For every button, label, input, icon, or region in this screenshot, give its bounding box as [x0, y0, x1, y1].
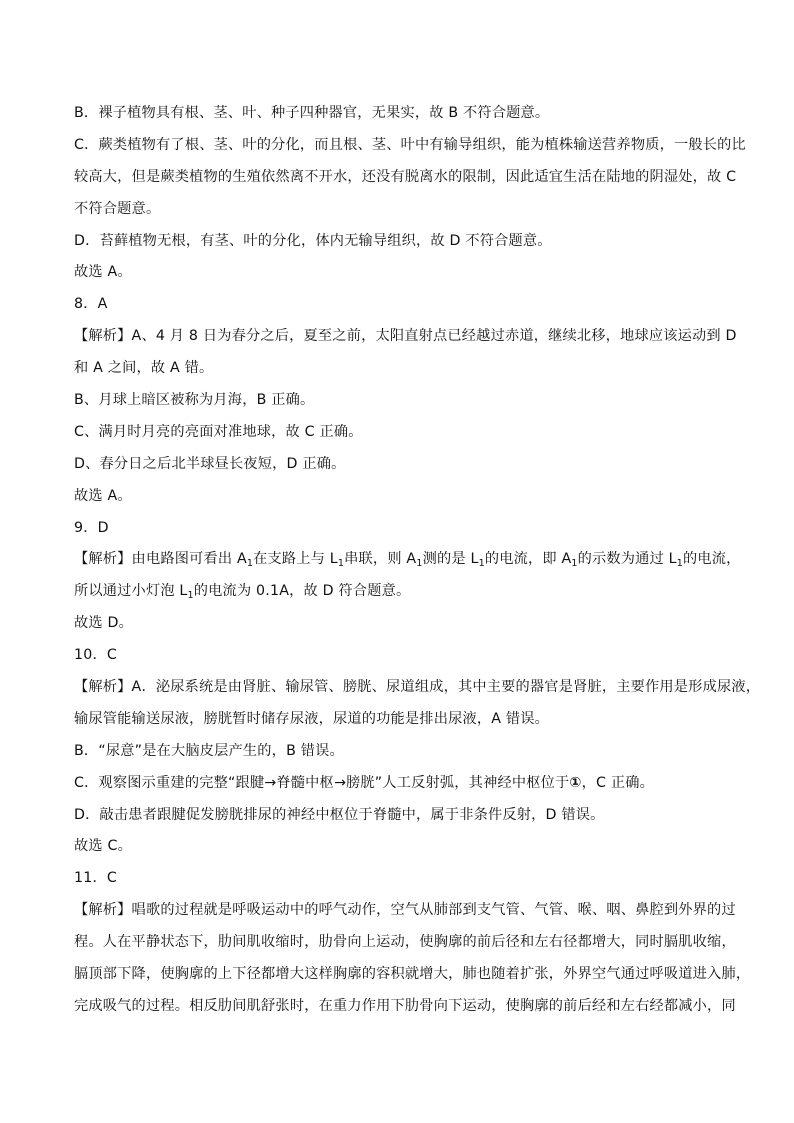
text-line: B．裸子植物具有根、茎、叶、种子四种器官，无果实，故 B 不符合题意。 — [74, 105, 550, 121]
text-span: 所以通过小灯泡 L — [74, 583, 188, 600]
text-line: 较高大，但是蕨类植物的生殖依然离不开水，还没有脱离水的限制，因此适宜生活在陆地的阴湿处，故 C — [74, 168, 737, 185]
text-line: C、满月时月亮的亮面对准地球，故 C 正确。 — [74, 423, 363, 440]
text-span: C．观察图示重建的完整“跟腱→脊髓中枢→膀胱”人工反射弧，其神经中枢位于 — [74, 774, 570, 791]
circled-number-symbol: ① — [569, 774, 582, 791]
subscript: 1 — [187, 590, 194, 602]
text-line: B、月球上暗区被称为月海，B 正确。 — [74, 392, 315, 409]
text-line: 故选 C。 — [74, 838, 132, 855]
text-line: 【解析】唱歌的过程就是呼吸运动中的呼气动作，空气从肺部到支气管、气管、喉、咽、鼻腔到外界的过 — [74, 902, 736, 919]
text-line: C．蕨类植物有了根、茎、叶的分化，而且根、茎、叶中有输导组织，能为植株输送营养物质，一般长的比 — [74, 136, 746, 153]
text-line: 【解析】A．泌尿系统是由肾脏、输尿管、膀胱、尿道组成，其中主要的器官是肾脏，主要作用是形成尿液， — [74, 679, 761, 696]
text-span: 的示数为通过 L — [577, 551, 677, 568]
subscript: 1 — [676, 558, 684, 570]
question-number: 9．D — [74, 519, 109, 536]
text-line: 不符合题意。 — [74, 200, 161, 217]
text-line: 完成吸气的过程。相反肋间肌舒张时，在重力作用下肋骨向下运动，使胸廓的前后经和左右经都减小，同 — [74, 997, 736, 1014]
text-line: 程。人在平静状态下，肋间肌收缩时，肋骨向上运动，使胸廓的前后径和左右径都增大，同时膈肌收缩， — [74, 934, 736, 951]
subscript: 1 — [478, 558, 485, 570]
text-span: 在支路上与 L — [253, 551, 338, 568]
text-line: 故选 A。 — [74, 487, 132, 504]
subscript: 1 — [337, 558, 345, 570]
text-line: 输尿管能输送尿液，膀胱暂时储存尿液，尿道的功能是排出尿液，A 错误。 — [74, 710, 550, 727]
question-number: 10．C — [74, 647, 117, 664]
subscript: 1 — [246, 558, 254, 570]
text-line: 故选 A。 — [74, 264, 132, 281]
question-number: 8．A — [74, 296, 108, 313]
text-line-with-subscripts — [74, 576, 724, 608]
text-span: 串联，则 A — [344, 551, 417, 568]
text-line: 和 A 之间，故 A 错。 — [74, 360, 214, 377]
question-number: 11．C — [74, 870, 117, 887]
subscript: 1 — [416, 558, 423, 570]
text-line: B．“尿意”是在大脑皮层产生的，B 错误。 — [74, 742, 344, 759]
text-line: D．敲击患者跟腱促发膀胱排尿的神经中枢位于脊髓中，属于非条件反射，D 错误。 — [74, 806, 605, 823]
text-span: 的电流， — [683, 551, 741, 568]
text-line: 膈顶部下降，使胸廓的上下径都增大这样胸廓的容积就增大，肺也随着扩张，外界空气通过呼吸道进入肺， — [74, 966, 751, 983]
text-span: 【解析】由电路图可看出 A — [74, 551, 247, 568]
document-page — [74, 98, 761, 1023]
text-line: D、春分日之后北半球昼长夜短，D 正确。 — [74, 455, 346, 472]
text-span: ，C 正确。 — [581, 774, 654, 791]
text-span: 的电流为 0.1A，故 D 符合题意。 — [193, 583, 411, 600]
text-line-with-subscripts — [74, 544, 741, 576]
text-span: 测的是 L — [422, 551, 479, 568]
text-span: 的电流，即 A — [484, 551, 572, 568]
text-line: 【解析】A、4 月 8 日为春分之后，夏至之前，太阳直射点已经越过赤道，继续北移，地球应该运动到 D — [74, 328, 737, 345]
text-line: D．苔藓植物无根，有茎、叶的分化，体内无输导组织，故 D 不符合题意。 — [74, 232, 552, 249]
text-line: 故选 D。 — [74, 615, 133, 632]
subscript: 1 — [571, 558, 578, 570]
text-line-with-symbol — [74, 768, 724, 800]
